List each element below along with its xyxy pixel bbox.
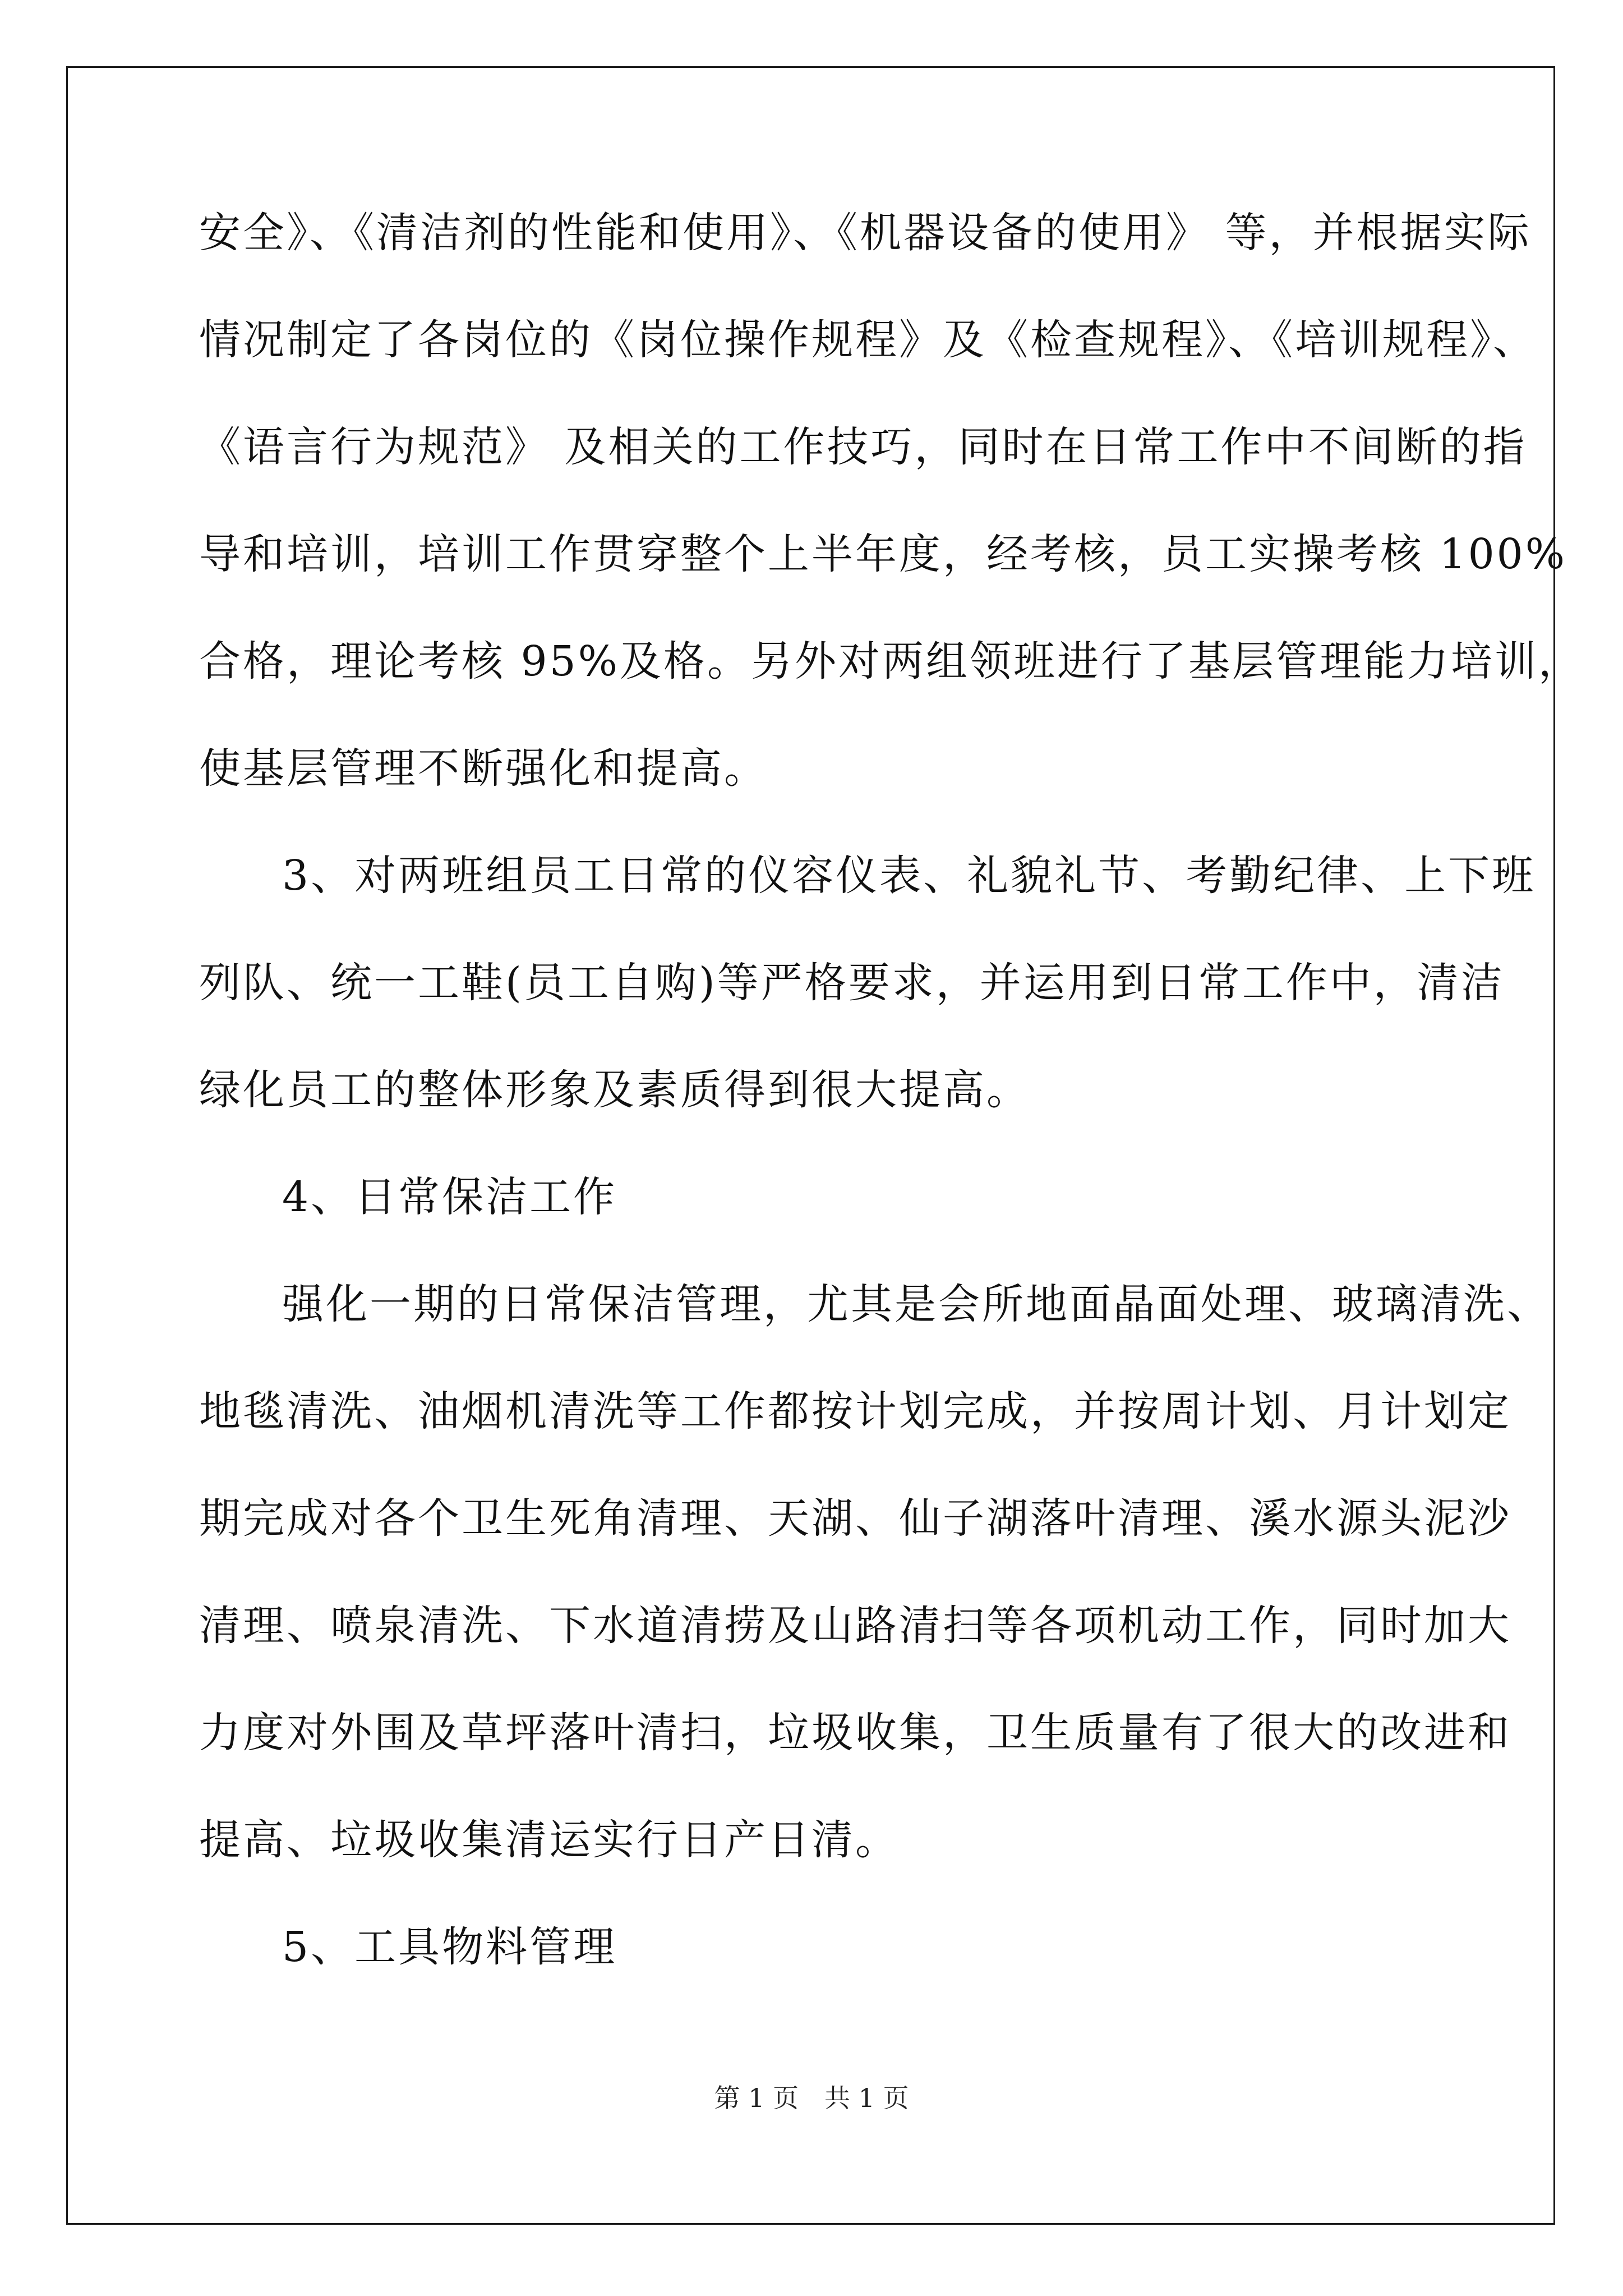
page-footer: 第 1 页 共 1 页 bbox=[714, 2083, 909, 2113]
text-line: 地毯清洗、油烟机清洗等工作都按计划完成，并按周计划、月计划定 bbox=[199, 1387, 1511, 1435]
text-line: 合格，理论考核 95%及格。另外对两组领班进行了基层管理能力培训， bbox=[199, 637, 1582, 685]
text-line: 《语言行为规范》 及相关的工作技巧，同时在日常工作中不间断的指 bbox=[199, 423, 1527, 471]
section-heading-4: 4、日常保洁工作 bbox=[282, 1173, 617, 1221]
text-line: 清理、喷泉清洗、下水道清捞及山路清扫等各项机动工作，同时加大 bbox=[199, 1602, 1511, 1650]
text-line: 期完成对各个卫生死角清理、天湖、仙子湖落叶清理、溪水源头泥沙 bbox=[199, 1494, 1511, 1543]
text-line: 情况制定了各岗位的《岗位操作规程》及《检查规程》、《培训规程》、 bbox=[199, 316, 1537, 364]
paragraph-3-start: 3、对两班组员工日常的仪容仪表、礼貌礼节、考勤纪律、上下班 bbox=[282, 852, 1536, 900]
page-border bbox=[66, 66, 1555, 2225]
text-line: 力度对外围及草坪落叶清扫，垃圾收集，卫生质量有了很大的改进和 bbox=[199, 1709, 1511, 1757]
text-line: 列队、统一工鞋(员工自购)等严格要求，并运用到日常工作中，清洁 bbox=[199, 959, 1505, 1007]
section-heading-5: 5、工具物料管理 bbox=[282, 1923, 617, 1971]
text-line: 使基层管理不断强化和提高。 bbox=[199, 744, 768, 793]
text-line: 导和培训，培训工作贯穿整个上半年度，经考核，员工实操考核 100% bbox=[199, 530, 1567, 578]
paragraph-start: 强化一期的日常保洁管理，尤其是会所地面晶面处理、玻璃清洗、 bbox=[282, 1280, 1551, 1328]
text-line: 安全》、《清洁剂的性能和使用》、《机器设备的使用》 等，并根据实际 bbox=[199, 209, 1532, 257]
text-line: 提高、垃圾收集清运实行日产日清。 bbox=[199, 1816, 899, 1864]
text-line: 绿化员工的整体形象及素质得到很大提高。 bbox=[199, 1066, 1030, 1114]
